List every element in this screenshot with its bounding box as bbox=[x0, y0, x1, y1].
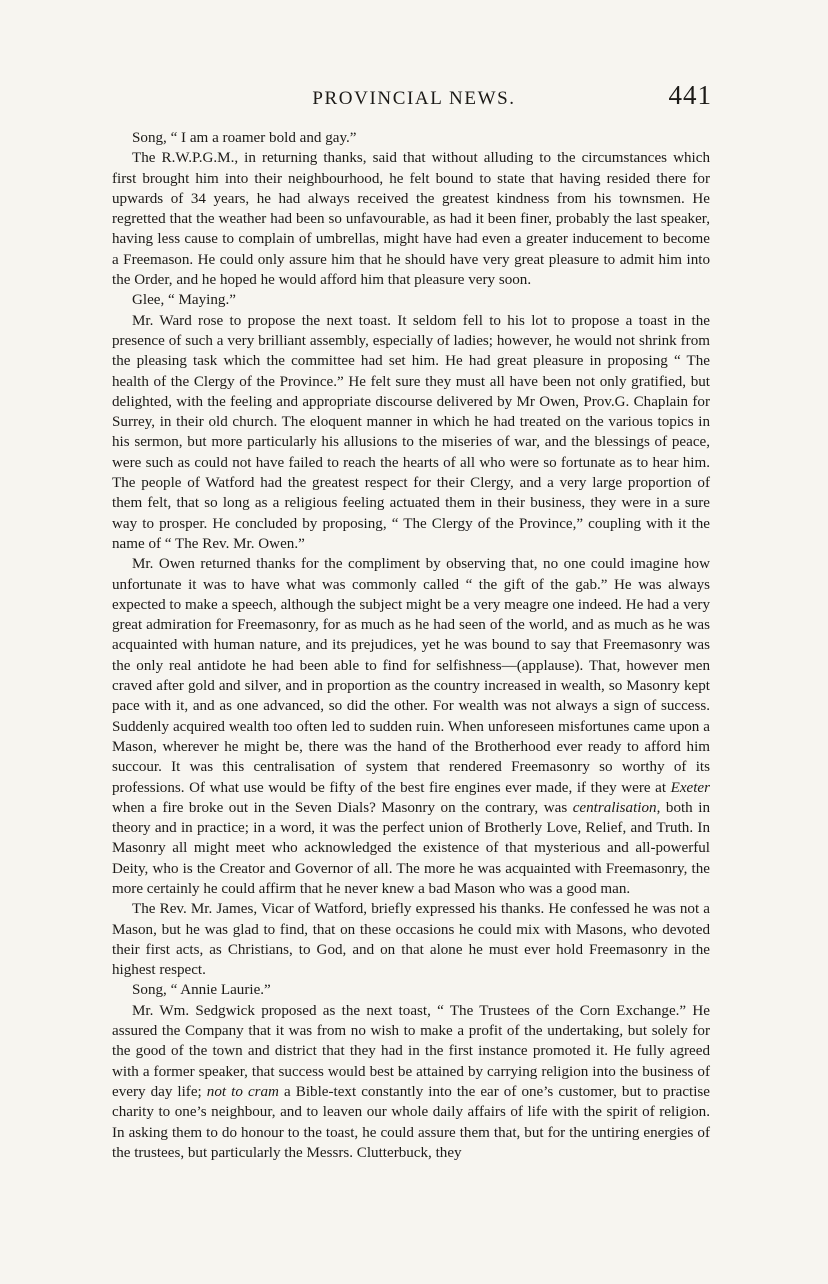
paragraph-owen-reply: Mr. Owen returned thanks for the compliment by observing that, no one could imagine how unfortunate it was to have what was commonly called “ the gift of the gab.” He was always expected to make a speech, although the subject might be a very meagre one indeed. He had a very great admiration for Freemasonry, for as much as he had seen of the world, and as much as he was acquainted with human nature, and its prejudices, yet he was bound to say that Freemasonry was the only real antidote he had been able to find for selfishness—(applause). That, however men craved after gold and silver, and in proportion as the country increased in wealth, so Masonry kept pace with it, and as one advanced, so did the other. For wealth was not always a sign of success. Suddenly acquired wealth too often led to sudden ruin. When unforeseen misfortunes came upon a Mason, wherever he might be, there was the hand of the Brotherhood ever ready to afford him succour. It was this centralisation of system that rendered Freemasonry so worthy of its professions. Of what use would be fifty of the best fire engines ever made, if they were at Exeter when a fire broke out in the Seven Dials? Masonry on the contrary, was centralisation, both in theory and in practice; in a word, it was the perfect union of Brotherly Love, Relief, and Truth. In Masonry all might meet who acknowledged the existence of that mysterious and all-powerful Deity, who is the Creator and Governor of all. The more he was acquainted with Freemasonry, the more certainly he could affirm that he never knew a bad Mason who was a good man. bbox=[112, 556, 710, 897]
paragraph-song-annie-laurie: Song, “ Annie Laurie.” bbox=[132, 982, 271, 999]
italic-not-to-cram: not to cram bbox=[206, 1083, 279, 1100]
paragraph-song-roamer: Song, “ I am a roamer bold and gay.” bbox=[132, 130, 357, 146]
page-number: 441 bbox=[668, 80, 712, 110]
italic-exeter: Exeter bbox=[670, 779, 710, 796]
paragraph-ward-toast: Mr. Ward rose to propose the next toast. It seldom fell to his lot to propose a toast in the presence of such a very brilliant assembly, especially of ladies; however, he would not shrink from the pleasing task which the committee had set him. He had great pleasure in proposing “ The health of the Clergy of the Province.” He felt sure they must all have been not only gratified, but delighted, with the feeling and appropriate discourse delivered by Mr Owen, Prov.G. Chaplain for Surrey, in their old church. The eloquent manner in which he had treated on the various topics in his sermon, but more particularly his allusions to the miseries of war, and the blessings of peace, were such as could not have failed to reach the hearts of all who were so fortunate as to hear him. The people of Watford had the greatest respect for their Clergy, and a very large proportion of them felt, that so long as a religious feeling actuated them in their business, they were in a sure way to prosper. He concluded by proposing, “ The Clergy of the Province,” coupling with it the name of “ The Rev. Mr. Owen.” bbox=[112, 312, 710, 552]
page-header bbox=[0, 80, 828, 116]
paragraph-glee-maying: Glee, “ Maying.” bbox=[132, 292, 236, 309]
running-title: PROVINCIAL NEWS. bbox=[312, 88, 516, 109]
paragraph-rwpgm-reply: The R.W.P.G.M., in returning thanks, said that without alluding to the circumstances which first brought him into their neighbourhood, he felt bound to state that having resided there for upwards of 34 years, he had always received the greatest kindness from his townsmen. He regretted that the weather had been so unfavourable, as had it been finer, probably the last speaker, having less cause to complain of umbrellas, might have had even a greater inducement to become a Freemason. He could only assure him that he should have very great pleasure to admit him into the Order, and he hoped he would afford him that pleasure very soon. bbox=[112, 150, 710, 289]
paragraph-sedgwick-toast: Mr. Wm. Sedgwick proposed as the next toast, “ The Trustees of the Corn Exchange.” He assured the Company that it was from no wish to make a profit of the undertaking, but solely for the good of the town and district that they had in the first instance promoted it. He fully agreed with a former speaker, that success would best be attained by carrying religion into the business of every day life; not to cram a Bible-text constantly into the ear of one’s customer, but to practise charity to one’s neighbour, and to leaven our whole daily affairs of life with the spirit of religion. In asking them to do honour to the toast, he could assure them that, but for the untiring energies of the trustees, but particularly the Messrs. Clutterbuck, they bbox=[112, 1002, 710, 1161]
italic-centralisation: centralisation bbox=[572, 799, 657, 816]
paragraph-james-reply: The Rev. Mr. James, Vicar of Watford, briefly expressed his thanks. He confessed he was not a Mason, but he was glad to find, that on these occasions he could mix with Masons, who devoted their first acts, as Christians, to God, and on that alone he must ever hold Freemasonry in the highest respect. bbox=[112, 901, 710, 979]
article-body bbox=[112, 128, 710, 1163]
